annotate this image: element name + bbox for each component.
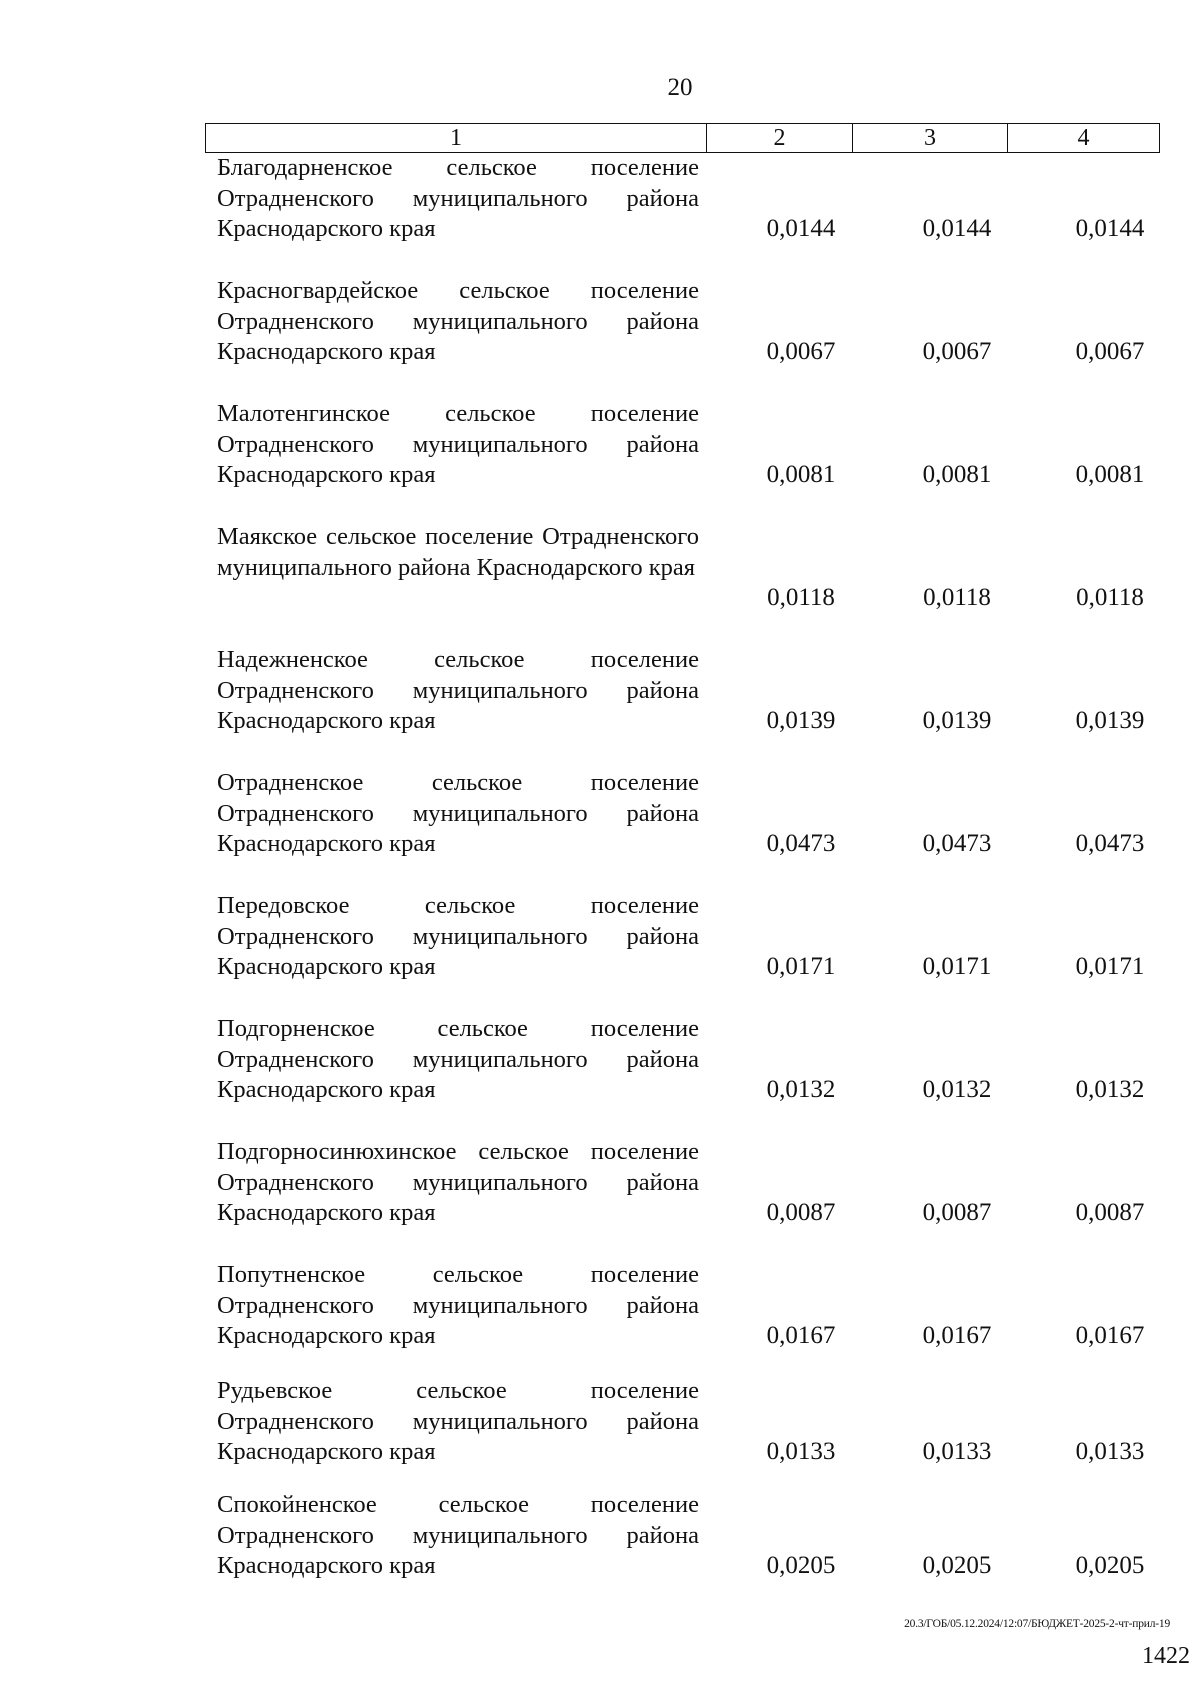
value-col-4: 0,0087	[1075, 1199, 1145, 1226]
settlement-name: Подгорносинюхинское сельское поселение Отрадненского муниципального района Краснодарского края	[217, 1138, 699, 1226]
value-col-4: 0,0144	[1075, 215, 1145, 242]
settlement-name: Передовское сельское поселение Отрадненского муниципального района Краснодарского края	[217, 892, 699, 980]
value-col-4: 0,0171	[1075, 953, 1145, 980]
table-header-col-2: 2	[707, 124, 853, 152]
value-col-2: 0,0118	[767, 584, 835, 611]
value-col-3: 0,0087	[922, 1199, 992, 1226]
settlement-name: Благодарненское сельское поселение Отрадненского муниципального района Краснодарского края	[217, 154, 699, 242]
value-col-2: 0,0139	[766, 707, 836, 734]
settlement-name: Спокойненское сельское поселение Отрадненского муниципального района Краснодарского края	[217, 1491, 699, 1579]
value-col-2: 0,0067	[766, 338, 836, 365]
value-col-3: 0,0473	[922, 830, 992, 857]
table-row	[0, 276, 1200, 398]
settlement-name: Красногвардейское сельское поселение Отрадненского муниципального района Краснодарского края	[217, 277, 699, 365]
value-col-4: 0,0167	[1075, 1322, 1145, 1349]
table-header-col-3: 3	[853, 124, 1008, 152]
value-col-4: 0,0081	[1075, 461, 1145, 488]
value-col-2: 0,0132	[766, 1076, 836, 1103]
value-col-4: 0,0118	[1076, 584, 1144, 611]
value-col-2: 0,0473	[766, 830, 836, 857]
value-col-3: 0,0118	[923, 584, 991, 611]
value-col-3: 0,0139	[922, 707, 992, 734]
settlement-name: Малотенгинское сельское поселение Отрадненского муниципального района Краснодарского края	[217, 400, 699, 488]
value-col-4: 0,0133	[1075, 1438, 1145, 1465]
table-row	[0, 1490, 1200, 1612]
settlement-name: Надежненское сельское поселение Отрадненского муниципального района Краснодарского края	[217, 646, 699, 734]
table-row	[0, 399, 1200, 521]
table-header-col-4: 4	[1077, 125, 1090, 151]
value-col-3: 0,0132	[922, 1076, 992, 1103]
value-col-2: 0,0087	[766, 1199, 836, 1226]
value-col-4: 0,0139	[1075, 707, 1145, 734]
value-col-3: 0,0171	[922, 953, 992, 980]
value-col-3: 0,0081	[922, 461, 992, 488]
value-col-2: 0,0144	[766, 215, 836, 242]
settlement-name: Отрадненское сельское поселение Отрадненского муниципального района Краснодарского края	[217, 769, 699, 857]
value-col-2: 0,0081	[766, 461, 836, 488]
value-col-2: 0,0167	[766, 1322, 836, 1349]
value-col-4: 0,0473	[1075, 830, 1145, 857]
settlement-name: Рудьевское сельское поселение Отрадненского муниципального района Краснодарского края	[217, 1377, 699, 1465]
table-row	[0, 1137, 1200, 1259]
value-col-2: 0,0133	[766, 1438, 836, 1465]
table-header-col-1: 1	[206, 124, 707, 152]
value-col-4: 0,0132	[1075, 1076, 1145, 1103]
table-row	[0, 1014, 1200, 1136]
value-col-4: 0,0205	[1075, 1552, 1145, 1579]
table-row	[0, 891, 1200, 1013]
value-col-2: 0,0205	[766, 1552, 836, 1579]
value-col-3: 0,0167	[922, 1322, 992, 1349]
table-row	[0, 1260, 1200, 1382]
table-row	[0, 1376, 1200, 1498]
value-col-3: 0,0205	[922, 1552, 992, 1579]
value-col-3: 0,0067	[922, 338, 992, 365]
table-row	[0, 522, 1200, 644]
document-code: 20.3/ГОБ/05.12.2024/12:07/БЮДЖЕТ-2025-2-чт-прил-19	[904, 1618, 1170, 1630]
value-col-2: 0,0171	[766, 953, 836, 980]
table-header-row	[205, 123, 1160, 153]
table-row	[0, 645, 1200, 767]
settlement-name: Попутненское сельское поселение Отрадненского муниципального района Краснодарского края	[217, 1261, 699, 1349]
table-row	[0, 768, 1200, 890]
settlement-name: Маякское сельское поселение Отрадненского муниципального района Краснодарского края	[217, 523, 699, 581]
settlement-name: Подгорненское сельское поселение Отрадненского муниципального района Краснодарского края	[217, 1015, 699, 1103]
table-row	[0, 153, 1200, 275]
value-col-3: 0,0144	[922, 215, 992, 242]
sheet-number: 1422	[1142, 1643, 1190, 1669]
value-col-4: 0,0067	[1075, 338, 1145, 365]
value-col-3: 0,0133	[922, 1438, 992, 1465]
page-number: 20	[667, 74, 693, 101]
